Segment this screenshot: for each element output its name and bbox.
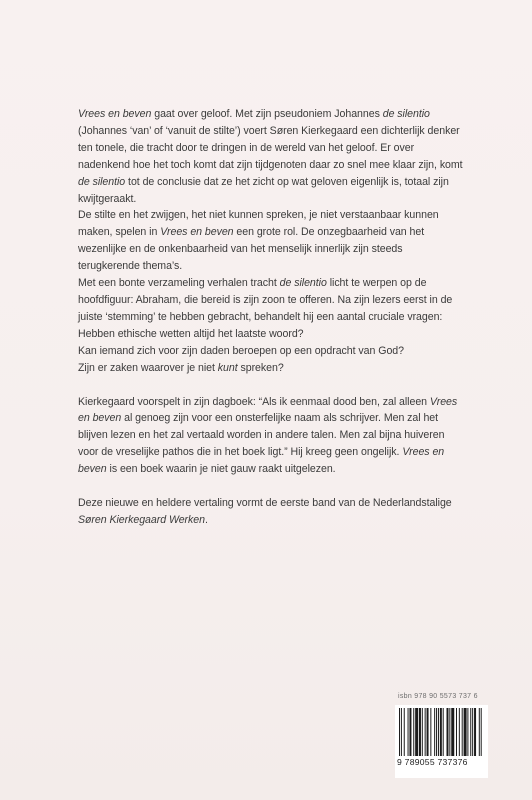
barcode-bar bbox=[401, 708, 402, 756]
barcode bbox=[395, 705, 488, 778]
barcode-bar bbox=[467, 708, 468, 756]
text-run: spreken? bbox=[237, 361, 284, 374]
barcode-bar bbox=[456, 708, 457, 756]
blurb-question-3 bbox=[78, 360, 463, 377]
barcode-bar bbox=[472, 708, 473, 756]
blurb-paragraph-1 bbox=[78, 106, 463, 207]
paragraph-gap bbox=[78, 377, 463, 394]
barcode-bar bbox=[408, 708, 409, 756]
text-run: Deze nieuwe en heldere vertaling vormt de eerste band van de Nederlandstalige bbox=[78, 497, 452, 510]
barcode-bar bbox=[419, 708, 421, 756]
barcode-bar bbox=[474, 708, 476, 756]
italic-text-run: Vrees en beven bbox=[78, 108, 152, 120]
italic-text-run: de silentio bbox=[78, 175, 126, 188]
text-run: al genoeg zijn voor een onsterfelijke naam als schrijver. Men zal het blijven lezen en het zal vertaald worden in andere talen. Men zal bijna huiveren voor de vreselijke pathos die in het boek ligt.” Hij kreeg geen ongelijk. bbox=[78, 412, 445, 459]
barcode-bar bbox=[415, 708, 418, 756]
text-run: Hebben ethische wetten altijd het laatste woord? bbox=[78, 327, 304, 340]
barcode-bar bbox=[404, 708, 405, 756]
barcode-bar bbox=[462, 708, 463, 756]
italic-text-run: Vrees en beven bbox=[78, 446, 445, 476]
blurb-paragraph-5 bbox=[78, 495, 463, 529]
barcode-bar bbox=[425, 708, 426, 756]
blurb-text bbox=[78, 106, 463, 529]
barcode-bar bbox=[438, 708, 439, 756]
text-run: (Johannes ‘van’ of ‘vanuit de stilte’) voert Søren Kierkegaard een dichterlijk denker ten tonele, die tracht door te dringen in de wereld van het geloof. Er over nadenkend hoe het toch komt dat zijn tijdgenoten daar zo snel mee klaar zijn, komt bbox=[78, 124, 463, 171]
paragraph-gap bbox=[78, 478, 463, 495]
barcode-bar bbox=[436, 708, 437, 756]
blurb-paragraph-4 bbox=[78, 394, 463, 479]
text-run: Zijn er zaken waarover je niet bbox=[78, 361, 218, 374]
italic-text-run: de silentio bbox=[279, 277, 327, 290]
blurb-paragraph-3 bbox=[78, 275, 463, 326]
text-run: licht te werpen op de hoofdfiguur: Abraham, die bereid is zijn zoon te offeren. Na zijn lezers eerst in de juiste ‘stemming’ te hebben gebracht, behandelt hij een aantal cruciale vragen: bbox=[78, 277, 453, 323]
text-run: Kierkegaard voorspelt in zijn dagboek: “Als ik eenmaal dood ben, zal alleen bbox=[78, 395, 430, 408]
italic-text-run: kunt bbox=[217, 361, 238, 374]
barcode-bar bbox=[449, 708, 450, 756]
italic-text-run: Vrees en beven bbox=[78, 395, 458, 425]
isbn-label: isbn 978 90 5573 737 6 bbox=[398, 693, 478, 700]
blurb-paragraph-2 bbox=[78, 207, 463, 275]
italic-text-run: de silentio bbox=[382, 108, 430, 120]
barcode-bar bbox=[440, 708, 442, 756]
text-run: een grote rol. De onzegbaarheid van het wezenlijke en de onkenbaarheid van het menselijk innerlijk zijn steeds terugkerende thema’s. bbox=[78, 226, 425, 273]
italic-text-run: Søren Kierkegaard Werken bbox=[78, 513, 205, 526]
barcode-bar bbox=[459, 708, 460, 756]
blurb-question-2 bbox=[78, 343, 463, 360]
barcode-bars bbox=[399, 708, 484, 756]
barcode-bar bbox=[451, 708, 454, 756]
barcode-bar bbox=[479, 708, 480, 756]
italic-text-run: Vrees en beven bbox=[160, 226, 234, 239]
barcode-bar bbox=[443, 708, 444, 756]
barcode-bar bbox=[470, 708, 471, 756]
barcode-bar bbox=[464, 708, 467, 756]
barcode-bar bbox=[399, 708, 400, 756]
barcode-bar bbox=[409, 708, 411, 756]
text-run: Met een bonte verzameling verhalen tracht bbox=[78, 277, 280, 290]
barcode-bar bbox=[430, 708, 431, 756]
barcode-bar bbox=[434, 708, 435, 756]
barcode-bar bbox=[447, 708, 449, 756]
text-run: gaat over geloof. Met zijn pseudoniem Johannes bbox=[151, 108, 383, 120]
barcode-bar bbox=[422, 708, 423, 756]
text-run: De stilte en het zwijgen, het niet kunnen spreken, je niet verstaanbaar kunnen maken, spelen in bbox=[78, 209, 439, 239]
barcode-bar bbox=[413, 708, 414, 756]
text-run: tot de conclusie dat ze het zicht op wat geloven eigenlijk is, totaal zijn kwijtgeraakt. bbox=[78, 175, 449, 205]
text-run: is een boek waarin je niet gauw raakt uitgelezen. bbox=[106, 463, 336, 476]
text-run: . bbox=[204, 513, 208, 526]
text-run: Kan iemand zich voor zijn daden beroepen op een opdracht van God? bbox=[78, 344, 404, 357]
barcode-bar bbox=[481, 708, 482, 756]
barcode-bar bbox=[427, 708, 429, 756]
barcode-digits: 9 789055 737376 bbox=[397, 757, 468, 767]
blurb-question-1 bbox=[78, 326, 463, 343]
